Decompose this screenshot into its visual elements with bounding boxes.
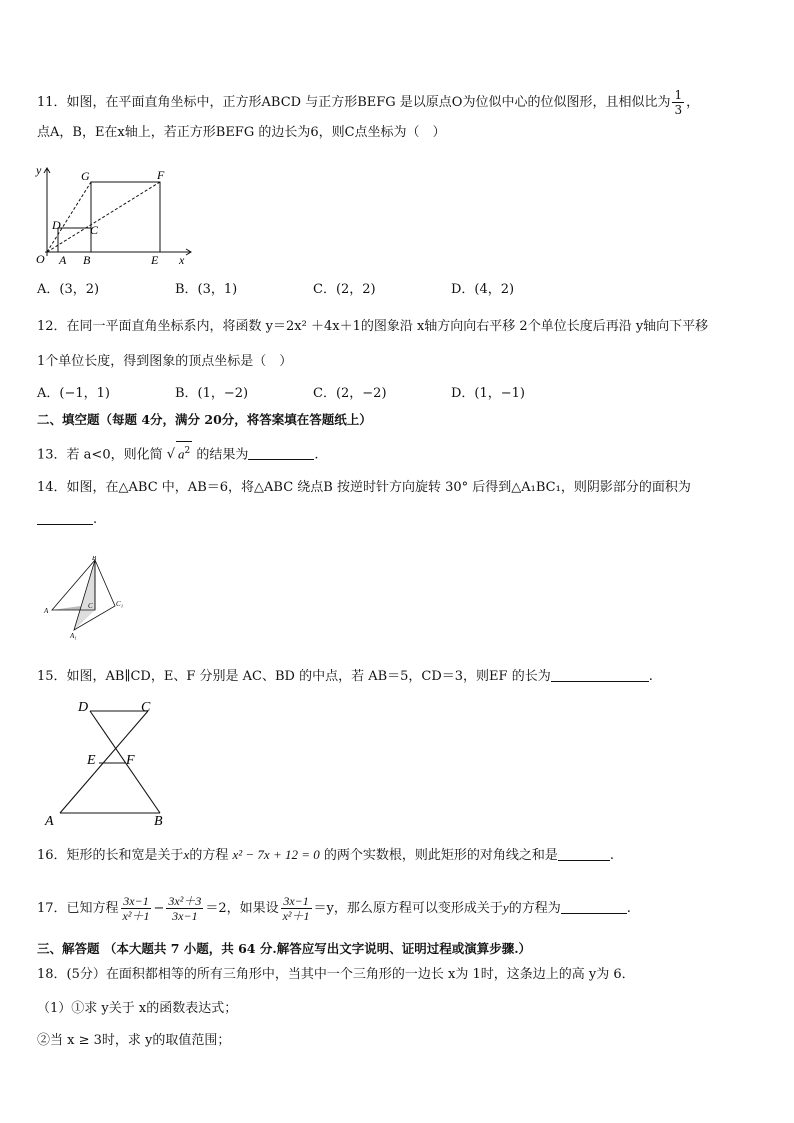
q11-line2: 点A，B，E在x轴上，若正方形BEFG 的边长为6，则C点坐标为（ ） bbox=[37, 125, 446, 140]
fig11-label-D: D bbox=[52, 218, 61, 232]
q14-line1: 14．如图，在△ABC 中，AB＝6，将△ABC 绕点B 按逆时针方向旋转 30° 后得到△A₁BC₁，则阴影部分的面积为 bbox=[37, 480, 691, 495]
q17-fraction-2: $\frac{\text{3x²＋3}}{3x-1}$ bbox=[168, 894, 202, 923]
fig11-label-F: F bbox=[157, 168, 165, 182]
q11-figure bbox=[33, 160, 198, 268]
section2-heading: 二、填空题（每题 4分，满分 20分，将答案填在答题纸上） bbox=[37, 412, 372, 427]
q11-option-c: C．(2，2) bbox=[313, 282, 376, 297]
q12-line1: 12．在同一平面直角坐标系内，将函数 y＝2x² ＋4x＋1的图象沿 x轴方向向右平移 2个单位长度后再沿 y轴向下平移 bbox=[37, 319, 709, 334]
q11-option-b: B．(3，1) bbox=[175, 282, 238, 297]
q14-answer-blank bbox=[37, 510, 93, 525]
q11-line1: 11．如图，在平面直角坐标中，正方形ABCD 与正方形BEFG 是以原点O为位似中心的位似图形，且相似比为 $\frac{1}{3}$ ， bbox=[37, 88, 700, 117]
fig15-label-C: C bbox=[141, 700, 151, 715]
q12-options bbox=[37, 385, 589, 403]
q15-answer-blank bbox=[551, 667, 649, 682]
q15-figure bbox=[40, 697, 175, 829]
fig15-label-B: B bbox=[154, 814, 163, 829]
fig11-label-A: A bbox=[59, 253, 67, 267]
fig15-label-F: F bbox=[126, 753, 135, 768]
ratio-fraction: $\frac{1}{3}$ bbox=[674, 88, 683, 117]
fig14-label-C: C bbox=[88, 602, 93, 610]
section3-heading: 三、解答题 （本大题共 7 小题，共 64 分.解答应写出文字说明、证明过程或演算步骤.） bbox=[37, 941, 532, 956]
q18-line1: 18．(5分）在面积都相等的所有三角形中，当其中一个三角形的一边长 x为 1时，这条边上的高 y为 6． bbox=[37, 967, 635, 982]
fig11-label-O: O bbox=[36, 252, 45, 266]
fig14-label-A1: A₁ bbox=[70, 632, 77, 640]
q14-line2: . bbox=[37, 510, 97, 529]
q12-option-c: C．(2，−2) bbox=[313, 386, 387, 401]
q16-answer-blank bbox=[558, 846, 610, 861]
fig15-label-E: E bbox=[87, 753, 96, 768]
q18-line2: （1）①求 y关于 x的函数表达式； bbox=[37, 1001, 238, 1016]
fig11-label-G: G bbox=[81, 169, 90, 183]
q13-line: 13．若 a<0，则化简 √ $a^2$ 的结果为 . bbox=[37, 441, 319, 464]
fig11-label-E: E bbox=[151, 253, 159, 267]
q12-option-b: B．(1，−2) bbox=[175, 386, 249, 401]
q11-option-a: A．(3，2) bbox=[37, 282, 100, 297]
fig15-label-A: A bbox=[45, 814, 54, 829]
q17-fraction-3: $\frac{3x-1}{\text{x²＋1}}$ bbox=[282, 894, 310, 923]
fig11-label-C: C bbox=[90, 223, 99, 237]
q16-line: 16．矩形的长和宽是关于x的方程 x² − 7x + 12 = 0 的两个实数根，则此矩形的对角线之和是 . bbox=[37, 847, 615, 863]
q12-line2: 1个单位长度，得到图象的顶点坐标是（ ） bbox=[37, 354, 293, 369]
fig11-label-y: y bbox=[36, 163, 42, 177]
q18-line3: ②当 x ≥ 3时，求 y的取值范围； bbox=[37, 1033, 231, 1048]
q17-fraction-1: $\frac{3x-1}{\text{x²＋1}}$ bbox=[122, 894, 150, 923]
q12-option-a: A．(−1，1) bbox=[37, 386, 110, 401]
q16-equation: x² − 7x + 12 = 0 bbox=[232, 847, 320, 862]
fig11-label-B: B bbox=[83, 253, 91, 267]
sqrt-expression: √ $a^2$ bbox=[167, 447, 193, 462]
fig11-label-x: x bbox=[179, 253, 185, 267]
q11-options bbox=[37, 281, 589, 299]
fig14-label-B: B bbox=[92, 556, 97, 562]
q17-line: 17．已知方程 $\frac{3x-1}{\text{x²＋1}}$ − $\frac{\text{3x²＋3}}{3x-1}$ ＝2，如果设 $\frac{3x-1}{\text{x²＋1}}$ ＝y，那么原方程可以变形成关于y的方程为 . bbox=[37, 894, 631, 923]
fig14-label-C1: C₁ bbox=[116, 600, 124, 608]
q17-answer-blank bbox=[561, 899, 627, 914]
q15-line: 15．如图，AB∥CD，E、F 分别是 AC、BD 的中点，若 AB＝5，CD＝3，则EF 的长为 . bbox=[37, 669, 653, 684]
q13-answer-blank bbox=[248, 445, 314, 460]
q11-option-d: D．(4，2) bbox=[451, 282, 515, 297]
q12-option-d: D．(1，−1) bbox=[451, 386, 526, 401]
fig15-label-D: D bbox=[78, 700, 89, 715]
fig14-label-A: A bbox=[44, 607, 49, 615]
q14-figure bbox=[42, 556, 132, 640]
